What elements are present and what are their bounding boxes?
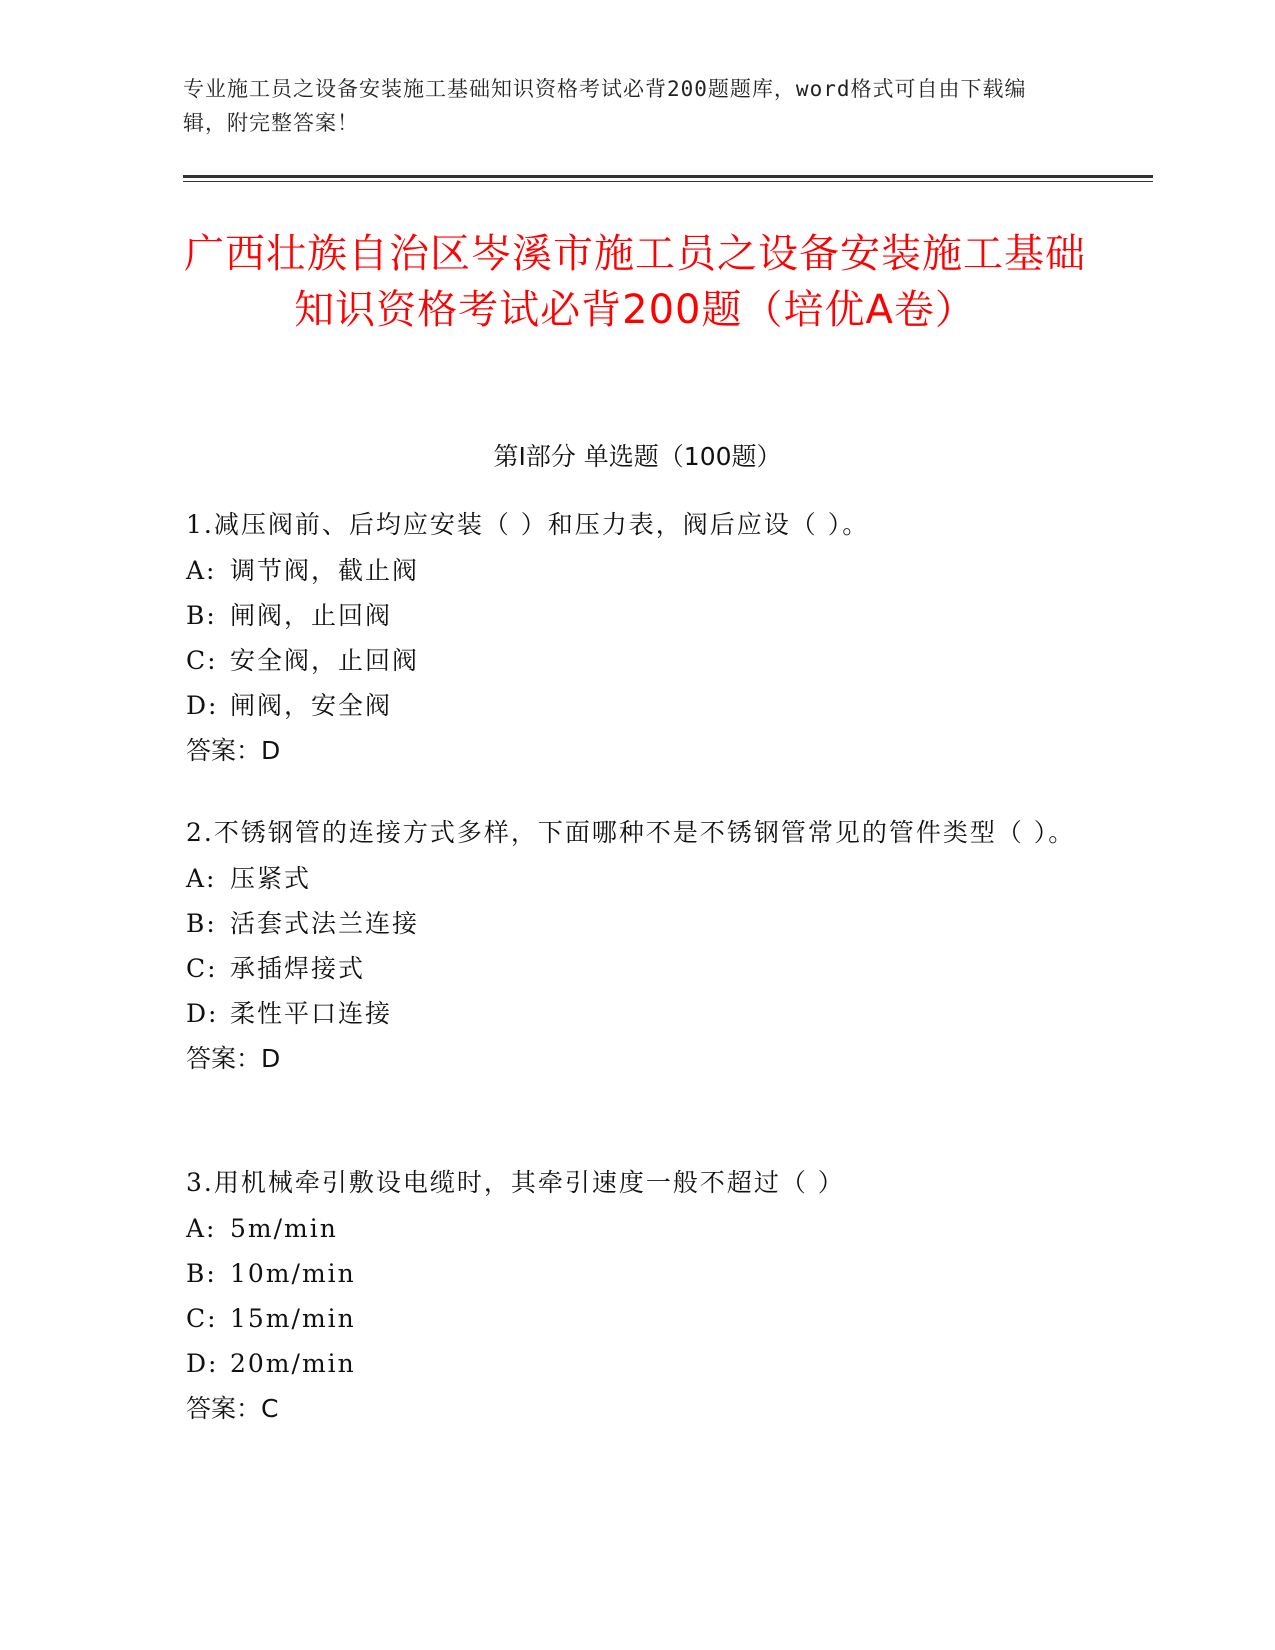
option-text: 闸阀，止回阀 — [230, 601, 393, 630]
option-a — [186, 1206, 1076, 1251]
answer: 答案：C — [186, 1394, 279, 1423]
question-text: 3.用机械牵引敷设电缆时，其牵引速度一般不超过（ ） — [186, 1168, 845, 1197]
question-text: 2.不锈钢管的连接方式多样，下面哪种不是不锈钢管常见的管件类型（ ）。 — [186, 818, 1076, 847]
option-c — [186, 1296, 1076, 1341]
question-2 — [186, 810, 1076, 1082]
option-letter: D: — [186, 999, 219, 1028]
option-letter: D: — [186, 691, 219, 720]
header-divider-thick — [183, 175, 1153, 178]
option-d — [186, 1341, 1076, 1386]
option-letter: C: — [186, 646, 218, 675]
option-letter: A: — [186, 556, 217, 585]
option-letter: A: — [186, 1214, 217, 1243]
document-title: 广西壮族自治区岑溪市施工员之设备安装施工基础知识资格考试必背200题（培优A卷） — [184, 231, 1086, 333]
option-text: 压紧式 — [230, 864, 312, 893]
intro-text: 专业施工员之设备安装施工基础知识资格考试必背200题题库，word格式可自由下载编辑，附完整答案！ — [183, 77, 1027, 135]
option-b — [186, 1251, 1076, 1296]
answer: 答案：D — [186, 1044, 281, 1073]
question-text: 1.减压阀前、后均应安装（ ）和压力表，阀后应设（ ）。 — [186, 510, 870, 539]
option-text: 闸阀，安全阀 — [230, 691, 393, 720]
option-a — [186, 548, 1076, 593]
option-text: 承插焊接式 — [230, 954, 366, 983]
option-letter: C: — [186, 1304, 218, 1333]
question-1 — [186, 502, 1076, 774]
option-b — [186, 901, 1076, 946]
header-divider-thin — [183, 181, 1153, 182]
option-letter: C: — [186, 954, 218, 983]
option-c — [186, 638, 1076, 683]
option-letter: B: — [186, 601, 217, 630]
option-d — [186, 683, 1076, 728]
option-letter: A: — [186, 864, 217, 893]
option-text: 15m/min — [230, 1304, 356, 1333]
option-text: 5m/min — [230, 1214, 338, 1243]
option-text: 柔性平口连接 — [230, 999, 393, 1028]
option-text: 调节阀，截止阀 — [230, 556, 420, 585]
question-3 — [186, 1160, 1076, 1432]
option-letter: B: — [186, 1259, 217, 1288]
option-letter: D: — [186, 1349, 219, 1378]
option-c — [186, 946, 1076, 991]
answer: 答案：D — [186, 736, 281, 765]
option-text: 20m/min — [230, 1349, 356, 1378]
option-b — [186, 593, 1076, 638]
option-text: 安全阀，止回阀 — [230, 646, 420, 675]
section-heading: 第Ⅰ部分 单选题（100题） — [493, 442, 782, 471]
option-text: 活套式法兰连接 — [230, 909, 420, 938]
option-letter: B: — [186, 909, 217, 938]
option-text: 10m/min — [230, 1259, 356, 1288]
option-d — [186, 991, 1076, 1036]
option-a — [186, 856, 1076, 901]
